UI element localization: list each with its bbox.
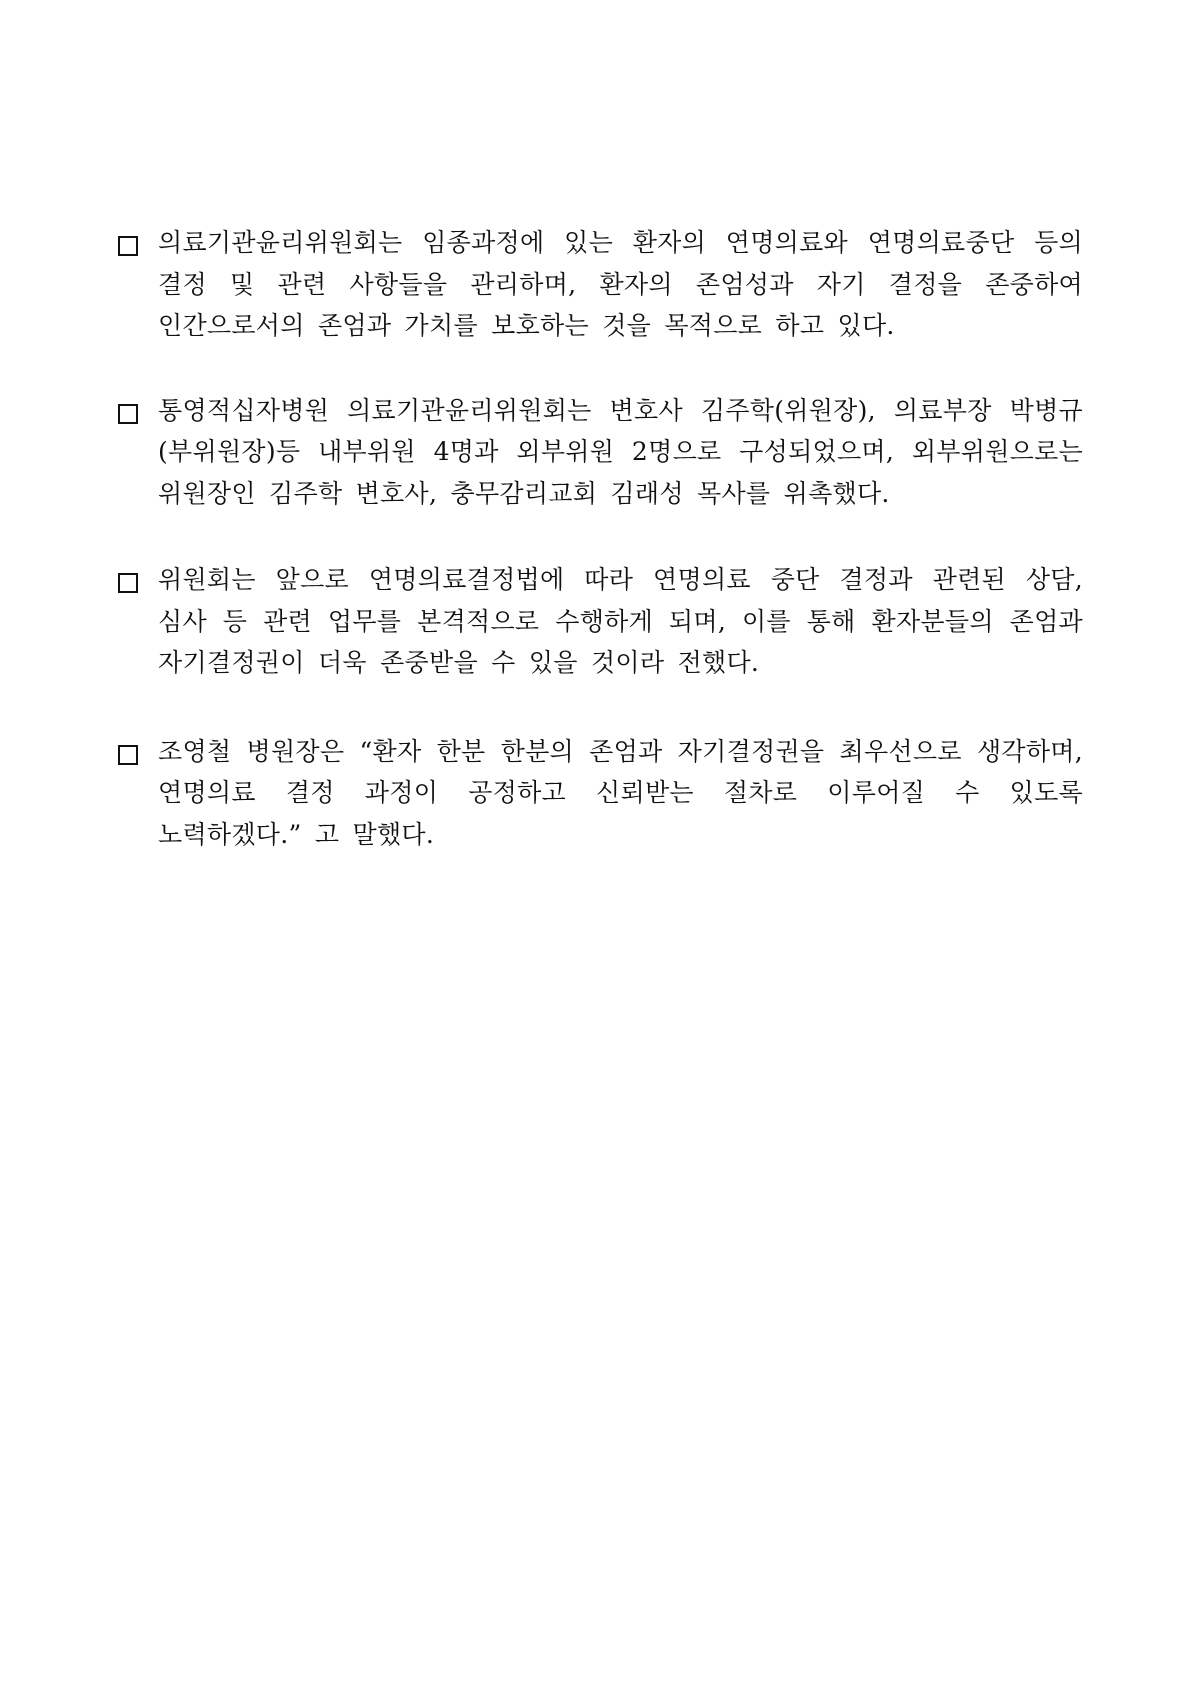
paragraph-committee-members: [118, 390, 1083, 515]
paragraph-committee-duties: [118, 559, 1083, 684]
checkbox-bullet-icon: [118, 404, 138, 424]
checkbox-bullet-icon: [118, 745, 138, 765]
document-body: [118, 222, 1083, 898]
paragraph-text: 통영적십자병원 의료기관윤리위원회는 변호사 김주학(위원장), 의료부장 박병규(부위원장)등 내부위원 4명과 외부위원 2명으로 구성되었으며, 외부위원으로는 위원장인 김주학 변호사, 충무감리교회 김래성 목사를 위촉했다.: [158, 395, 1083, 508]
paragraph-text: 의료기관윤리위원회는 임종과정에 있는 환자의 연명의료와 연명의료중단 등의 결정 및 관련 사항들을 관리하며, 환자의 존엄성과 자기 결정을 존중하여 인간으로서의 존엄과 가치를 보호하는 것을 목적으로 하고 있다.: [158, 228, 1083, 340]
paragraph-director-quote: [118, 731, 1083, 856]
checkbox-bullet-icon: [118, 573, 138, 593]
paragraph-ethics-committee-purpose: [118, 222, 1083, 347]
paragraph-text: 위원회는 앞으로 연명의료결정법에 따라 연명의료 중단 결정과 관련된 상담, 심사 등 관련 업무를 본격적으로 수행하게 되며, 이를 통해 환자분들의 존엄과 자기결정권이 더욱 존중받을 수 있을 것이라 전했다.: [158, 565, 1083, 677]
checkbox-bullet-icon: [118, 236, 138, 256]
paragraph-text: 조영철 병원장은 “환자 한분 한분의 존엄과 자기결정권을 최우선으로 생각하며, 연명의료 결정 과정이 공정하고 신뢰받는 절차로 이루어질 수 있도록 노력하겠다.” 고 말했다.: [158, 736, 1083, 849]
